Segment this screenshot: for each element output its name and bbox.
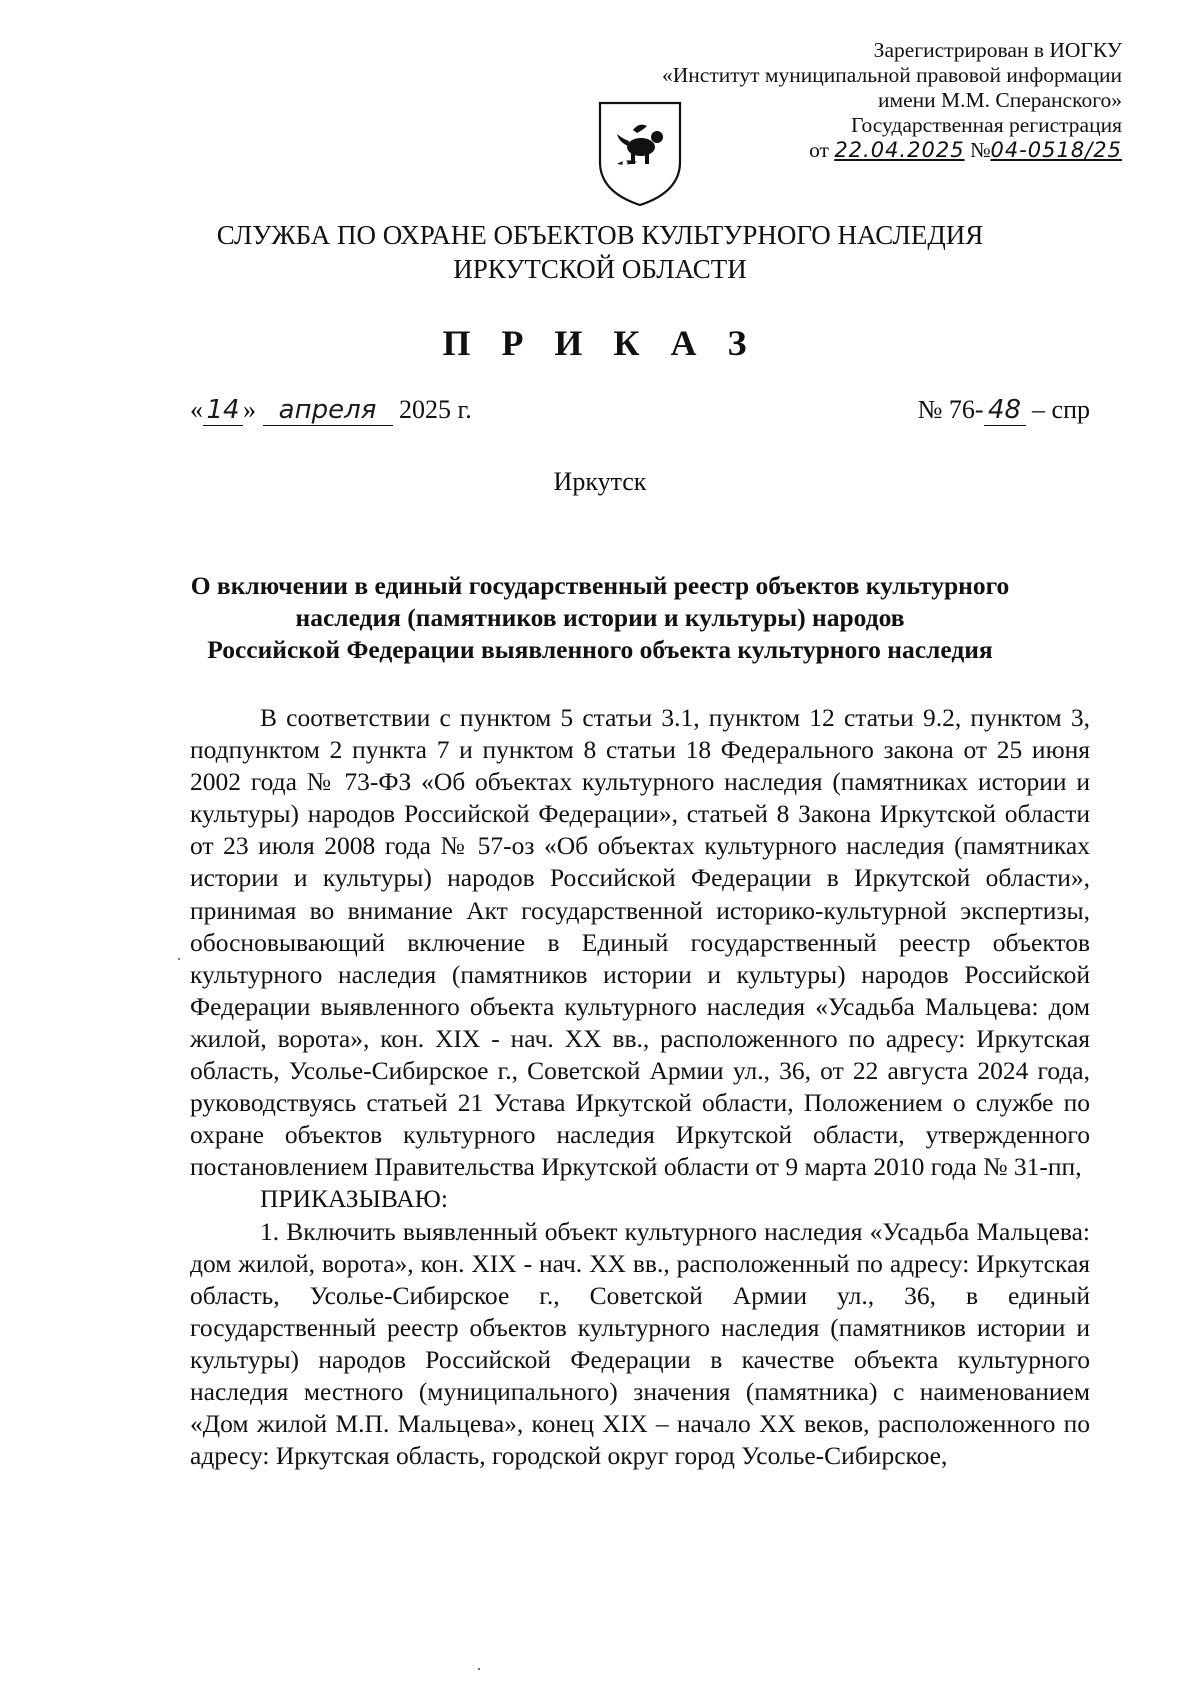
document-type-title: П Р И К А З	[442, 323, 758, 363]
order-word: ПРИКАЗЫВАЮ:	[260, 1184, 448, 1214]
date-year: 2025 г.	[399, 395, 472, 424]
order-number	[918, 395, 1090, 426]
registration-line-2: «Институт муниципальной правовой информации	[662, 63, 1122, 87]
registration-line-3: имени М.М. Сперанского»	[877, 88, 1122, 112]
registration-number-prefix: №	[969, 138, 991, 162]
heading-line-2: наследия (памятников истории и культуры) народов	[295, 603, 905, 632]
heading-line-3: Российской Федерации выявленного объекта культурного наследия	[207, 635, 993, 664]
registration-number: 04-0518/25	[990, 138, 1122, 162]
order-number-suffix: – спр	[1032, 395, 1090, 424]
order-date	[190, 395, 472, 426]
scan-speck	[478, 1668, 480, 1670]
heading-line-1: О включении в единый государственный реестр объектов культурного	[190, 571, 1010, 600]
document-heading	[150, 570, 1050, 666]
date-month: апреля	[263, 395, 393, 426]
order-number-handwritten: 48	[984, 395, 1026, 426]
registration-date-prefix: от	[809, 138, 829, 162]
registration-line-1: Зарегистрирован в ИОГКУ	[873, 38, 1122, 62]
date-day: 14	[203, 395, 243, 426]
body-item-1: 1. Включить выявленный объект культурного наследия «Усадьба Мальцева: дом жилой, ворота», кон. XIX - нач. XX вв., расположенный по адресу: Иркутская область, Усолье-Сибирское г., Советской Армии ул., 36, в единый государственный реестр объектов культурного наследия (памятников истории и культуры) народов Российской Федерации в качестве объекта культурного наследия местного (муниципального) значения (памятника) с наименованием «Дом жилой М.П. Мальцева», конец XIX – начало XX веков, расположенного по адресу: Иркутская область, городской округ город Усолье-Сибирское,	[190, 1216, 1090, 1471]
registration-line-4: Государственная регистрация	[850, 113, 1122, 137]
organization-line-1: СЛУЖБА ПО ОХРАНЕ ОБЪЕКТОВ КУЛЬТУРНОГО НАСЛЕДИЯ	[216, 220, 984, 250]
order-number-prefix: № 76-	[917, 395, 984, 424]
body-paragraph-preamble: В соответствии с пунктом 5 статьи 3.1, пунктом 12 статьи 9.2, пунктом 3, подпунктом 2 пункта 7 и пунктом 8 статьи 18 Федерального закона от 25 июня 2002 года № 73-ФЗ «Об объектах культурного наследия (памятниках истории и культуры) народов Российской Федерации», статьей 8 Закона Иркутской области от 23 июля 2008 года № 57-оз «Об объектах культурного наследия (памятниках истории и культуры) народов Российской Федерации в Иркутской области», принимая во внимание Акт государственной историко-культурной экспертизы, обосновывающий включение в Единый государственный реестр объектов культурного наследия (памятников истории и культуры) народов Российской Федерации выявленного объекта культурного наследия «Усадьба Мальцева: дом жилой, ворота», кон. XIX - нач. XX вв., расположенного по адресу: Иркутская область, Усолье-Сибирское г., Советской Армии ул., 36, от 22 августа 2024 года, руководствуясь статьей 21 Устава Иркутской области, Положением о службе по охране объектов культурного наследия Иркутской области, утвержденного постановлением Правительства Иркутской области от 9 марта 2010 года № 31-пп,	[190, 703, 1090, 1182]
irkutsk-coat-of-arms-icon	[597, 100, 683, 208]
city: Иркутск	[553, 467, 647, 496]
date-open-quote: «	[190, 395, 203, 424]
organization-name	[0, 218, 1200, 286]
scan-speck	[178, 958, 180, 960]
organization-line-2: ИРКУТСКОЙ ОБЛАСТИ	[453, 254, 747, 284]
registration-date: 22.04.2025	[834, 138, 965, 162]
document-body	[190, 702, 1090, 1472]
date-close-quote: »	[243, 395, 256, 424]
